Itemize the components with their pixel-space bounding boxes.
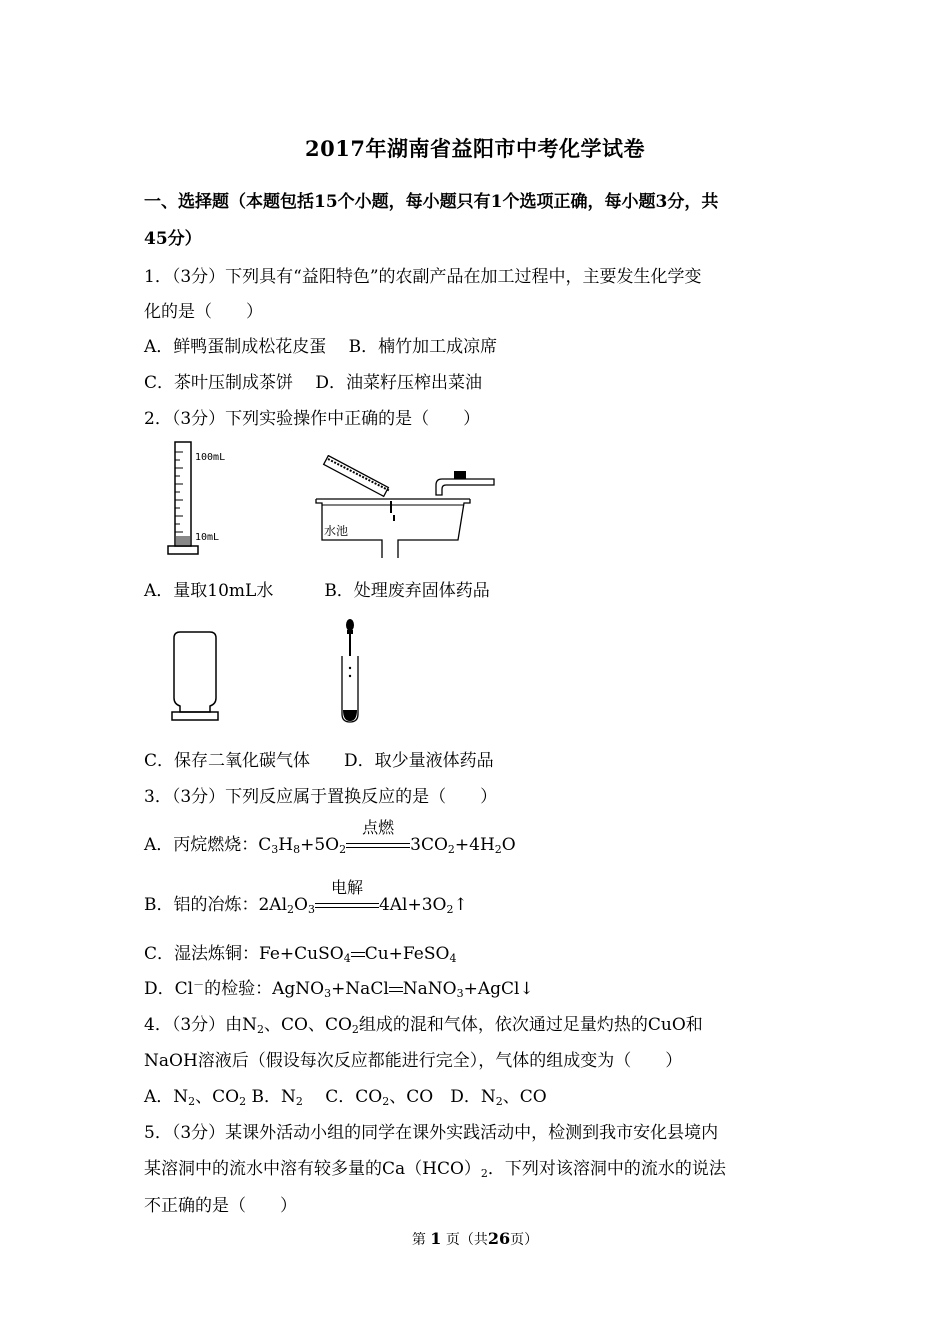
- q3-option-b: B．铝的冶炼：$2Al_2O_3$ 电解 $4Al+3O_2↑$: [144, 877, 468, 916]
- q3-stem: 3．（3分）下列反应属于置换反应的是（ ）: [144, 787, 498, 807]
- cylinder-label-top: 100mL: [195, 452, 226, 463]
- q4-stem-line2: NaOH溶液后（假设每次反应都能进行完全），气体的组成变为（ ）: [144, 1051, 683, 1071]
- section-heading-line1: 一、选择题（本题包括15个小题，每小题只有1个选项正确，每小题3分，共: [144, 192, 719, 212]
- sink-label: 水池: [324, 524, 349, 538]
- q5-stem-line2: 某溶洞中的流水中溶有较多量的$Ca(HCO)_2$．下列对该溶洞中的流水的说法: [144, 1159, 726, 1180]
- q1-stem-line2: 化的是（ ）: [144, 302, 263, 322]
- q1-options-cd: C．茶叶压制成茶饼 D．油菜籽压榨出菜油: [144, 373, 483, 393]
- sink-disposal-figure: [314, 455, 504, 565]
- reaction-condition-arrow: 点燃: [346, 839, 410, 853]
- q3-option-a: A．丙烷燃烧：$C_3H_8+5O_2$ 点燃 $3CO_2+4H_2O$: [144, 817, 516, 856]
- page-total: 26: [487, 1229, 511, 1248]
- page-footer: 第 1 页（共26页）: [411, 1229, 539, 1248]
- q1-options-ab: A．鲜鸭蛋制成松花皮蛋 B．楠竹加工成凉席: [144, 337, 498, 357]
- q2-options-cd: C．保存二氧化碳气体 D．取少量液体药品: [144, 751, 494, 771]
- q4-options: A．$N_2$、$CO_2$ B．$N_2$ C．$CO_2$、CO D．$N_2$、CO: [144, 1087, 547, 1108]
- page-number: 1: [430, 1229, 442, 1248]
- reaction-condition-arrow: 电解: [315, 899, 379, 913]
- page-title: 2017年湖南省益阳市中考化学试卷: [305, 136, 645, 161]
- q5-stem-line1: 5．（3分）某课外活动小组的同学在课外实践活动中，检测到我市安化县境内: [144, 1123, 719, 1143]
- dropper-testtube-figure: [336, 618, 366, 726]
- q1-stem-line1: 1．（3分）下列具有“益阳特色”的农副产品在加工过程中，主要发生化学变: [144, 267, 702, 287]
- cylinder-label-bottom: 10mL: [195, 532, 220, 543]
- q2-options-ab: A．量取10mL水 B．处理废弃固体药品: [144, 581, 490, 601]
- q3-option-c: C．湿法炼铜：Fe+CuSO$_4$ Cu+FeSO$_4$: [144, 944, 457, 965]
- section-heading-line2: 45分）: [144, 229, 202, 249]
- gas-bottle-figure: [168, 628, 224, 724]
- q3-option-d: D．Cl－的检验：AgNO$_3$+NaCl NaNO$_3$+AgCl↓: [144, 978, 534, 1000]
- q5-stem-line3: 不正确的是（ ）: [144, 1196, 297, 1216]
- q4-stem-line1: 4．（3分）由$N_2$、CO、$CO_2$组成的混和气体，依次通过足量灼热的CuO和: [144, 1015, 703, 1036]
- measuring-cylinder-figure: [165, 440, 245, 560]
- q2-stem: 2．（3分）下列实验操作中正确的是（ ）: [144, 409, 481, 429]
